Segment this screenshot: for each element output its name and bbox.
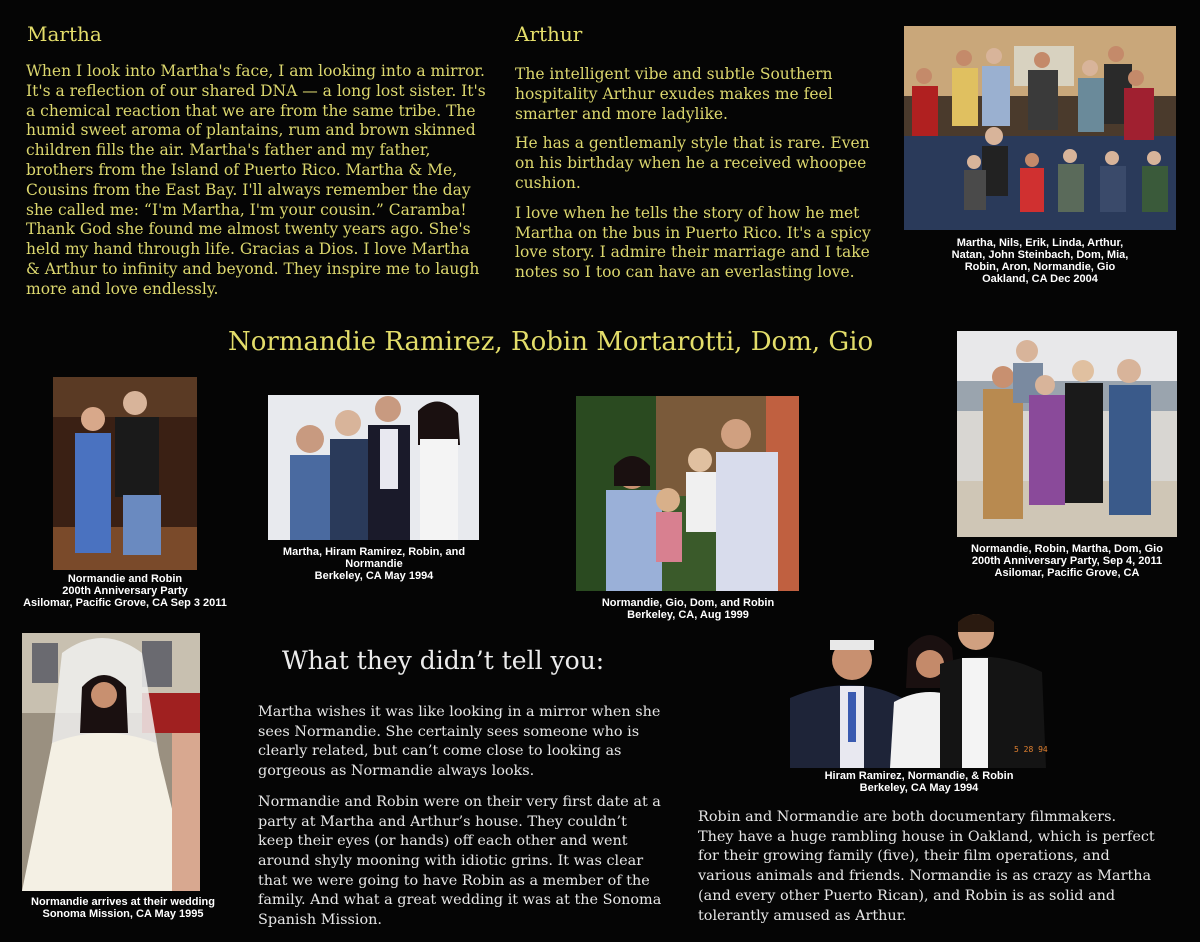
photo-berkeley-1999-family bbox=[576, 396, 799, 591]
photo-asilomar-beach bbox=[957, 331, 1177, 537]
caption-line: Martha, Nils, Erik, Linda, Arthur, bbox=[956, 237, 1124, 249]
caption-line: Asilomar, Pacific Grove, CA Sep 3 2011 bbox=[23, 597, 227, 609]
untold-paragraph: Martha wishes it was like looking in a mirror when she sees Normandie. She certainly sees someone who is clearly related, but can’t come close to looking as gorgeous as Normandie always looks. bbox=[258, 704, 661, 780]
caption-line: Robin, Aron, Normandie, Gio bbox=[964, 261, 1116, 273]
caption-line: Hiram Ramirez, Normandie, & Robin bbox=[824, 770, 1014, 782]
section-title: Normandie Ramirez, Robin Mortarotti, Dom, Gio bbox=[228, 327, 874, 357]
caption-line: Martha, Hiram Ramirez, Robin, and bbox=[282, 546, 466, 558]
photo-hiram-normandie-robin bbox=[790, 602, 1048, 768]
caption-line: 200th Anniversary Party, Sep 4, 2011 bbox=[971, 555, 1163, 567]
untold-text bbox=[258, 703, 664, 942]
arthur-paragraph: He has a gentlemanly style that is rare. Even on his birthday when he a received whoopee cushion. bbox=[515, 134, 870, 192]
untold-paragraph: Normandie and Robin were on their very first date at a party at Martha and Arthur’s house. They couldn’t keep their eyes (or hands) off each other and went around shyly mooning with idiotic grins. It was clear that we were going to have Robin as a member of the family. And what a great wedding it was at the Sonoma Spanish Mission. bbox=[258, 793, 662, 929]
closing-paragraph: Robin and Normandie are both documentary filmmakers. They have a huge rambling house in Oakland, which is perfect for their growing family (five), their film operations, and various animals and friends. Normandie is as crazy as Martha (and every other Puerto Rican), and Robin is as solid and tolerantly amused as Arthur. bbox=[698, 809, 1155, 924]
caption-line: Berkeley, CA, Aug 1999 bbox=[627, 609, 749, 621]
arthur-paragraph: The intelligent vibe and subtle Southern hospitality Arthur exudes makes me feel smarter and more ladylike. bbox=[515, 65, 833, 123]
caption-line: Oakland, CA Dec 2004 bbox=[982, 273, 1098, 285]
caption-line: Berkeley, CA May 1994 bbox=[314, 570, 434, 582]
martha-heading: Martha bbox=[27, 22, 102, 46]
photo-caption bbox=[566, 597, 810, 621]
arthur-text bbox=[515, 65, 887, 293]
caption-line: Sonoma Mission, CA May 1995 bbox=[42, 908, 204, 920]
caption-line: 200th Anniversary Party bbox=[62, 585, 188, 597]
untold-heading: What they didn’t tell you: bbox=[282, 646, 605, 675]
photo-caption bbox=[10, 896, 236, 920]
caption-line: Berkeley, CA May 1994 bbox=[859, 782, 979, 794]
photo-wedding-arrival bbox=[22, 633, 200, 891]
caption-line: Asilomar, Pacific Grove, CA bbox=[994, 567, 1140, 579]
caption-line: Normandie arrives at their wedding bbox=[31, 896, 215, 908]
group-photo-oakland bbox=[904, 26, 1176, 230]
caption-line: Normandie bbox=[345, 558, 403, 570]
arthur-heading: Arthur bbox=[515, 22, 583, 46]
photo-caption bbox=[10, 573, 240, 609]
photo-normandie-robin-2011 bbox=[53, 377, 197, 570]
photo-caption bbox=[246, 546, 502, 582]
caption-line: Normandie, Robin, Martha, Dom, Gio bbox=[971, 543, 1163, 555]
photo-caption bbox=[785, 770, 1053, 794]
martha-paragraph: When I look into Martha's face, I am looking into a mirror. It's a reflection of our shared DNA — a long lost sister. It's a chemical reaction that we are from the same tribe. The humid sweet aroma of plantains, rum and brown skinned children fills the air. Martha's father and my father, brothers from the Island of Puerto Rico. Martha & Me, Cousins from the East Bay. I'll always remember the day she called me: “I'm Martha, I'm your cousin.” Caramba! Thank God she found me almost twenty years ago. She's held my hand through life. Gracias a Dios. I love Martha & Arthur to infinity and beyond. They inspire me to laugh more and love endlessly. bbox=[26, 62, 486, 298]
photo-caption bbox=[948, 543, 1186, 579]
caption-line: Natan, John Steinbach, Dom, Mia, bbox=[951, 249, 1129, 261]
date-stamp: 5 28 94 bbox=[1014, 745, 1048, 754]
caption-line: Normandie, Gio, Dom, and Robin bbox=[601, 597, 775, 609]
photo-berkeley-1994-group bbox=[268, 395, 479, 540]
group-photo-caption bbox=[898, 237, 1182, 285]
arthur-paragraph: I love when he tells the story of how he met Martha on the bus in Puerto Rico. It's a spicy love story. I admire their marriage and I take notes so I too can have an everlasting love. bbox=[515, 203, 871, 282]
caption-line: Normandie and Robin bbox=[67, 573, 183, 585]
